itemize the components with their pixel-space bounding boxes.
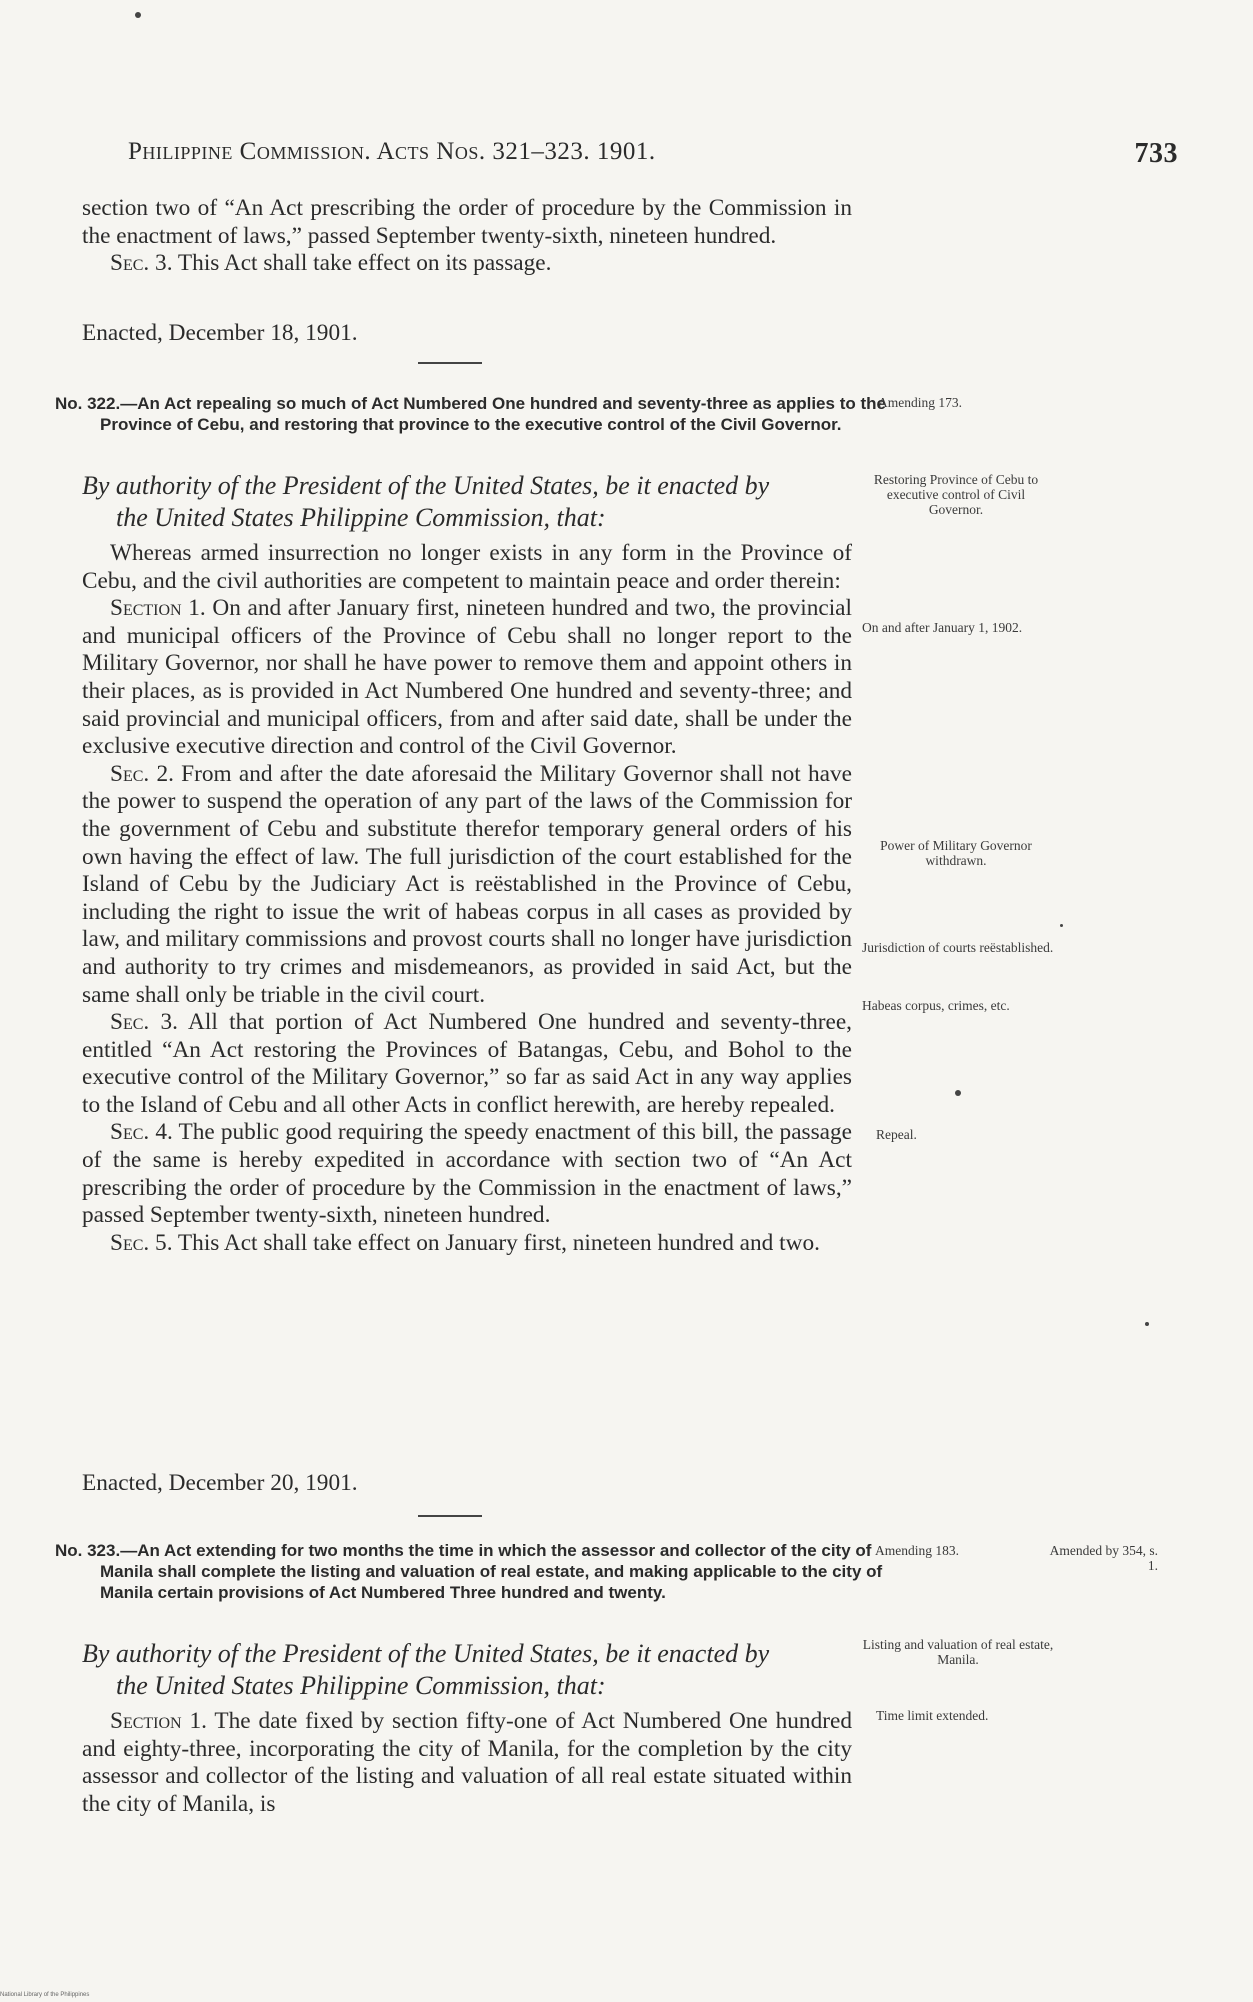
scan-speck bbox=[135, 12, 141, 18]
section-text: The date fixed by section fifty-one of Act Numbered One hundred and eighty-three, incorporating the city of Manila, for the completion by the city assessor and collector of the listing and valuation of all real estate situated within the city of Manila, is bbox=[82, 1708, 852, 1817]
margin-note: Listing and valuation of real estate, Manila. bbox=[862, 1637, 1054, 1667]
footer-credit: National Library of the Philippines bbox=[0, 1992, 90, 1998]
act-322-section-3 bbox=[82, 1009, 852, 1119]
section-divider bbox=[418, 1515, 482, 1517]
continuation-text: section two of “An Act prescribing the order of procedure by the Commission in the enactment of laws,” passed September twenty-sixth, nineteen hundred. bbox=[82, 195, 852, 249]
authority-line-2: the United States Philippine Commission, that: bbox=[116, 503, 606, 532]
section-label: Sec. 2. bbox=[110, 760, 174, 787]
act-323-heading: No. 323.—An Act extending for two months the time in which the assessor and collector of the city of Manila shall complete the listing and valuation of real estate, and making applicable to the city of Manila certain provisions of Act Numbered Three hundred and twenty. bbox=[55, 1541, 883, 1602]
scan-speck bbox=[955, 1090, 961, 1096]
section-text: This Act shall take effect on its passage. bbox=[172, 250, 552, 277]
authority-line-1: By authority of the President of the United States, be it enacted by bbox=[82, 471, 770, 500]
section-text: The public good requiring the speedy enactment of this bill, the passage of the same is hereby expedited in accordance with section two of “An Act prescribing the order of procedure by the Commission in the enactment of laws,” passed September twenty-sixth, nineteen hundred. bbox=[82, 1119, 853, 1229]
section-label: Sec. 3. bbox=[110, 250, 173, 277]
act-322-section-2 bbox=[82, 761, 852, 1009]
whereas-clause: Whereas armed insurrection no longer exists in any form in the Province of Cebu, and the civil authorities are competent to maintain peace and order therein: bbox=[82, 540, 852, 594]
authority-line-1: By authority of the President of the United States, be it enacted by bbox=[82, 1639, 770, 1668]
section-label: Sec. 3. bbox=[110, 1009, 179, 1036]
margin-note: Amending 173. bbox=[878, 395, 962, 410]
act-322-section-4 bbox=[82, 1119, 852, 1229]
section-label: Sec. 5. bbox=[110, 1229, 173, 1256]
section-divider bbox=[418, 362, 482, 364]
page-number: 733 bbox=[1134, 138, 1178, 169]
enacted-date: Enacted, December 20, 1901. bbox=[82, 1470, 358, 1496]
margin-note: Habeas corpus, crimes, etc. bbox=[862, 998, 1010, 1013]
margin-note: Jurisdiction of courts reëstablished. bbox=[862, 940, 1054, 955]
section-text: All that portion of Act Numbered One hundred and seventy-three, entitled “An Act restoring the Provinces of Batangas, Cebu, and Bohol to the executive control of the Military Governor,” so far as said Act in any way applies to the Island of Cebu and all other Acts in conflict herewith, are hereby repealed. bbox=[82, 1009, 852, 1118]
scan-speck bbox=[1145, 1322, 1149, 1326]
prev-sec-3 bbox=[82, 250, 852, 278]
authority-line-2: the United States Philippine Commission, that: bbox=[116, 1671, 606, 1700]
section-label: Section 1. bbox=[110, 595, 206, 622]
margin-note: Amending 183. bbox=[875, 1543, 959, 1558]
running-title: Philippine Commission. Acts Nos. 321–323. 1901. bbox=[128, 138, 656, 165]
section-label: Section 1. bbox=[110, 1708, 207, 1734]
page-header bbox=[128, 138, 1178, 169]
section-text: On and after January first, nineteen hundred and two, the provincial and municipal officers of the Province of Cebu shall no longer report to the Military Governor, nor shall he have power to remove them and appoint others in their places, as is provided in Act Numbered One hundred and seventy-three; and said provincial and municipal officers, from and after said date, shall be under the exclusive executive direction and control of the Civil Governor. bbox=[82, 595, 852, 760]
act-323-body bbox=[82, 1708, 852, 1818]
scan-speck bbox=[1060, 924, 1063, 927]
act-322-body bbox=[82, 540, 852, 1257]
section-text: This Act shall take effect on January first, nineteen hundred and two. bbox=[172, 1229, 820, 1256]
margin-note: Repeal. bbox=[876, 1127, 917, 1142]
prev-act-continuation bbox=[82, 195, 852, 278]
margin-note: Amended by 354, s. 1. bbox=[1049, 1543, 1158, 1573]
margin-note: Restoring Province of Cebu to executive control of Civil Governor. bbox=[873, 472, 1039, 517]
act-322-section-5 bbox=[82, 1230, 852, 1258]
margin-note: Power of Military Governor withdrawn. bbox=[880, 838, 1032, 868]
margin-note: Time limit extended. bbox=[876, 1708, 989, 1723]
act-323-authority bbox=[82, 1638, 852, 1702]
enacted-date: Enacted, December 18, 1901. bbox=[82, 320, 358, 346]
act-322-authority bbox=[82, 470, 852, 534]
act-322-section-1 bbox=[82, 595, 852, 761]
act-322-heading: No. 322.—An Act repealing so much of Act Numbered One hundred and seventy-three as applies to the Province of Cebu, and restoring that province to the executive control of the Civil Governor. bbox=[55, 394, 886, 434]
margin-note: On and after January 1, 1902. bbox=[862, 620, 1023, 635]
section-text: From and after the date aforesaid the Military Governor shall not have the power to suspend the operation of any part of the laws of the Commission for the government of Cebu and substitute therefor temporary general orders of his own having the effect of law. The full jurisdiction of the court established for the Island of Cebu by the Judiciary Act is reëstablished in the Province of Cebu, including the right to issue the writ of habeas corpus in all cases as provided by law, and military commissions and provost courts shall no longer have jurisdiction and authority to try crimes and misdemeanors, as provided in said Act, but the same shall only be triable in the civil court. bbox=[82, 760, 852, 1008]
act-323-section-1 bbox=[82, 1708, 852, 1818]
section-label: Sec. 4. bbox=[110, 1119, 173, 1146]
